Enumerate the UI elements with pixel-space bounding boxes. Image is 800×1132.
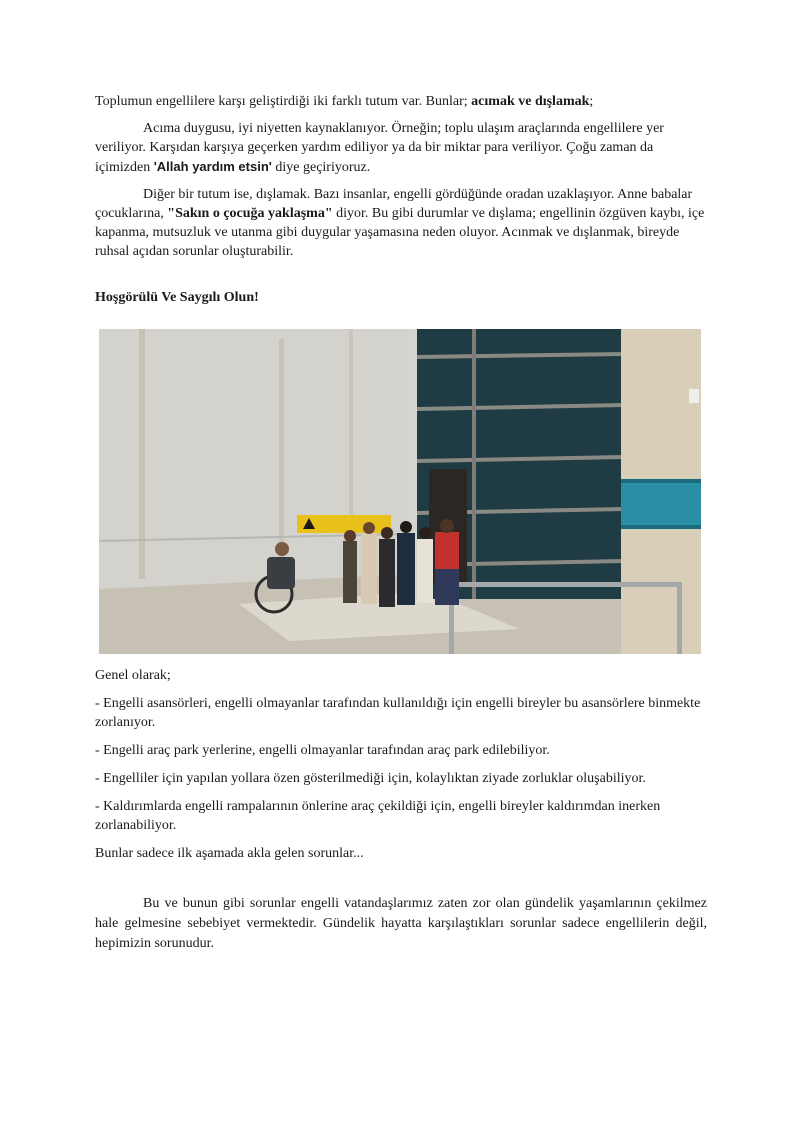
exclusion-end: diyor. Bu gibi durumlar ve dışlama; engellinin özgüven kaybı, içe kapanma, mutsuzluk ve utanma gibi duygular yaşamasına neden oluyor. Acınmak ve dışlanmak, bireyde ruhsal açıdan sorunlar oluşturabilir. xyxy=(95,206,705,259)
document-body xyxy=(95,92,707,307)
pity-bold: 'Allah yardım etsin' xyxy=(153,159,272,174)
metro-elevator-photo xyxy=(99,329,701,654)
intro-text: Toplumun engellilere karşı geliştirdiği iki farklı tutum var. Bunlar; xyxy=(95,94,472,109)
intro-end: ; xyxy=(589,94,594,109)
intro-bold: acımak ve dışlamak xyxy=(471,94,590,109)
pity-text: Acıma duygusu, iyi niyetten kaynaklanıyor. Örneğin; toplu ulaşım araçlarında engellilere yer veriliyor. Karşıdan karşıya geçerken yardım ediliyor ya da bir miktar para veriliyor. Çoğu zaman da içimizden xyxy=(95,121,664,175)
list-item: - Kaldırımlarda engelli rampalarının önlerine araç çekildiği için, engelli bireyler kaldırımdan inerken zorlanabiliyor. xyxy=(95,799,661,833)
list-item: - Engelli araç park yerlerine, engelli olmayanlar tarafından araç park edilebiliyor. xyxy=(95,743,550,758)
exclusion-paragraph xyxy=(95,185,707,261)
general-label: Genel olarak; xyxy=(95,668,171,683)
list-item: - Engelli asansörleri, engelli olmayanlar tarafından kullanıldığı için engelli bireyler bu asansörlere binmekte zorlanıyor. xyxy=(95,696,701,730)
list-item: - Engelliler için yapılan yollara özen gösterilmediği için, kolaylıktan ziyade zorluklar oluşabiliyor. xyxy=(95,771,646,786)
section-heading: Hoşgörülü Ve Saygılı Olun! xyxy=(95,290,259,305)
conclusion-section xyxy=(95,894,707,954)
exclusion-bold: "Sakın o çocuğa yaklaşma" xyxy=(167,206,333,221)
list-section xyxy=(95,666,707,872)
pity-paragraph xyxy=(95,119,707,177)
summary-line: Bunlar sadece ilk aşamada akla gelen sorunlar... xyxy=(95,846,364,861)
exclusion-text: Diğer bir tutum ise, dışlamak. Bazı insanlar, engelli gördüğünde oradan uzaklaşıyor. Anne babalar çocuklarına, xyxy=(95,187,693,221)
pity-end: diye geçiriyoruz. xyxy=(271,160,371,175)
conclusion-paragraph: Bu ve bunun gibi sorunlar engelli vatandaşlarımız zaten zor olan gündelik yaşamlarının çekilmez hale gelmesine sebebiyet vermektedir. Gündelik hayatta karşılaştıkları sorunlar sadece engellilerin değil, hepimizin sorunudur. xyxy=(95,896,707,951)
intro-paragraph xyxy=(95,92,707,111)
